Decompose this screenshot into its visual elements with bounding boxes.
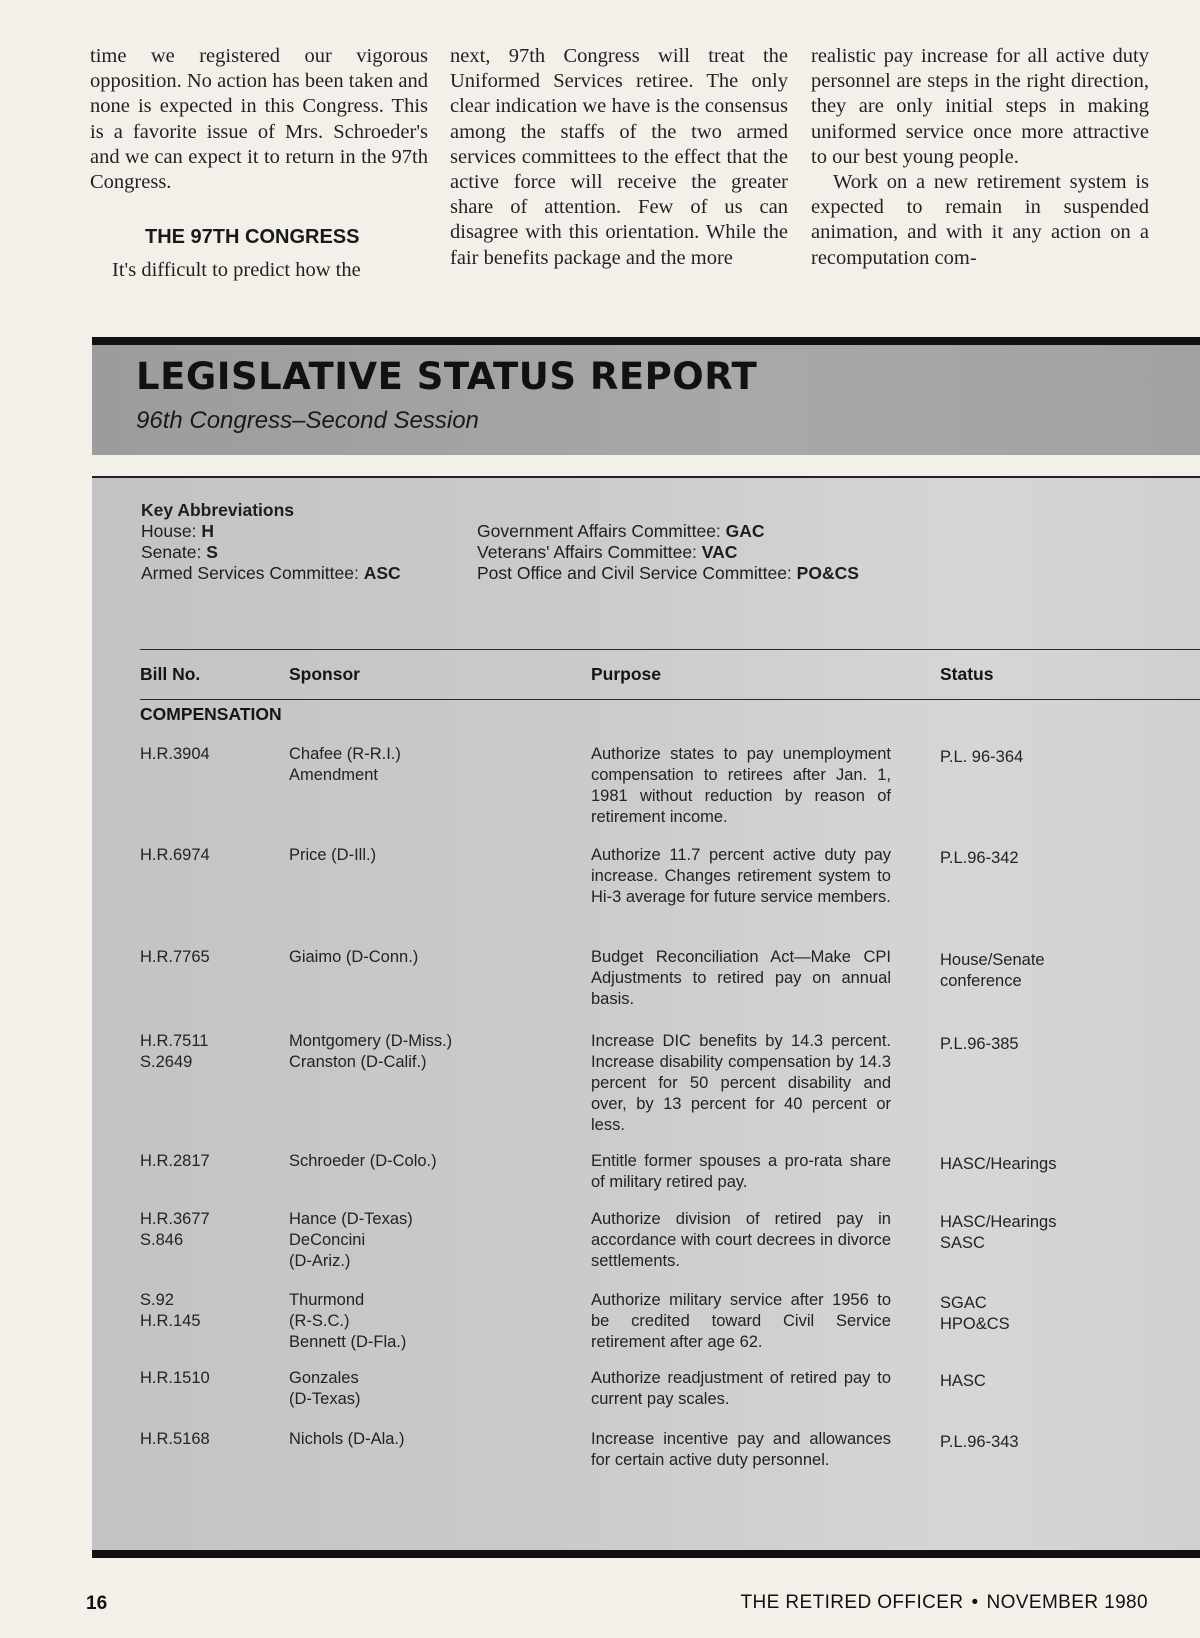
key-label: Veterans' Affairs Committee: [477, 542, 697, 562]
purpose-cell: Authorize division of retired pay in accordance with court decrees in divorce settlements. [591, 1210, 891, 1270]
article-column-2 [450, 44, 788, 271]
column-header-bill: Bill No. [140, 664, 201, 684]
key-abbr: VAC [701, 542, 738, 562]
key-abbreviations-committees [477, 521, 859, 584]
article-subhead: THE 97TH CONGRESS [145, 226, 360, 249]
sponsor-cell: Giaimo (D-Conn.) [289, 948, 419, 966]
sponsor-cell: Chafee (R-R.I.) Amendment [289, 745, 401, 784]
status-cell: P.L.96-385 [940, 1035, 1019, 1053]
article-column-1 [90, 44, 428, 284]
purpose-cell: Budget Reconciliation Act—Make CPI Adjustments to retired pay on annual basis. [591, 948, 891, 1008]
key-item [477, 521, 859, 542]
column-header-sponsor: Sponsor [289, 664, 360, 684]
sponsor-cell: Nichols (D-Ala.) [289, 1430, 405, 1448]
report-subtitle: 96th Congress–Second Session [136, 407, 479, 434]
separator: • [971, 1592, 979, 1613]
status-cell: P.L.96-342 [940, 849, 1019, 867]
article-paragraph: next, 97th Congress will treat the Uniformed Services retiree. The only clear indication we have is the consensus among the staffs of the two armed services committees to the effect that the active force will receive the greater share of attention. Few of us can disagree with this orientation. While the fair benefits package and the more [450, 45, 788, 269]
column-header-purpose: Purpose [591, 664, 662, 684]
purpose-cell: Entitle former spouses a pro-rata share of military retired pay. [591, 1152, 891, 1191]
key-abbr: GAC [725, 521, 765, 541]
article-column-3 [811, 44, 1149, 271]
bill-number: H.R.7511 S.2649 [140, 1032, 209, 1071]
section-title: COMPENSATION [140, 704, 282, 724]
key-item [477, 542, 859, 563]
bill-number: H.R.5168 [140, 1430, 210, 1448]
purpose-cell: Increase incentive pay and allowances for certain active duty personnel. [591, 1430, 891, 1469]
bill-number: S.92 H.R.145 [140, 1291, 201, 1330]
purpose-cell: Increase DIC benefits by 14.3 percent. Increase disability compensation by 14.3 percent for 50 percent disability and over, by 13 percent for 40 percent or less. [591, 1032, 891, 1134]
purpose-cell: Authorize readjustment of retired pay to current pay scales. [591, 1369, 891, 1408]
sponsor-cell: Schroeder (D-Colo.) [289, 1152, 437, 1170]
sponsor-cell: Gonzales (D-Texas) [289, 1369, 361, 1408]
key-item [141, 521, 401, 542]
report-header [92, 345, 1200, 455]
bill-number: H.R.3904 [140, 745, 210, 763]
article-paragraph: realistic pay increase for all active duty personnel are steps in the right direction, they are only initial steps in making uniformed service once more attractive to our best young people. [811, 45, 1149, 168]
key-label: Senate: [141, 542, 202, 562]
bill-number: H.R.3677 S.846 [140, 1210, 210, 1249]
key-item [141, 542, 401, 563]
status-cell: HASC/Hearings [940, 1155, 1057, 1173]
table-header-top-rule [140, 649, 1200, 650]
status-cell: HASC [940, 1372, 986, 1390]
article-paragraph: Work on a new retirement system is expected to remain in suspended animation, and with it any action on a recomputation com- [811, 171, 1149, 269]
article-paragraph: It's difficult to predict how the [112, 259, 361, 282]
key-abbr: S [206, 542, 218, 562]
sponsor-cell: Hance (D-Texas) DeConcini (D-Ariz.) [289, 1210, 413, 1270]
report-bottom-rule [92, 1550, 1200, 1558]
report-title: LEGISLATIVE STATUS REPORT [136, 355, 758, 398]
key-item [477, 563, 859, 584]
key-item [141, 563, 401, 584]
report-top-rule [92, 337, 1200, 345]
key-abbreviations-title: Key Abbreviations [141, 500, 295, 520]
bill-number: H.R.6974 [140, 846, 210, 864]
key-label: House: [141, 521, 197, 541]
status-cell: House/Senate conference [940, 951, 1045, 990]
status-cell: P.L. 96-364 [940, 748, 1024, 766]
table-header-bottom-rule [140, 699, 1200, 700]
key-label: Government Affairs Committee: [477, 521, 721, 541]
status-cell: SGAC HPO&CS [940, 1294, 1010, 1333]
purpose-cell: Authorize 11.7 percent active duty pay increase. Changes retirement system to Hi-3 average for future service members. [591, 846, 891, 906]
article-paragraph: time we registered our vigorous opposition. No action has been taken and none is expected in this Congress. This is a favorite issue of Mrs. Schroeder's and we can expect it to return in the 97th Congress. [90, 45, 428, 194]
publication-name: THE RETIRED OFFICER [740, 1592, 964, 1613]
status-cell: HASC/Hearings SASC [940, 1213, 1057, 1252]
key-abbr: H [201, 521, 214, 541]
key-abbr: ASC [363, 563, 401, 583]
key-label: Armed Services Committee: [141, 563, 359, 583]
key-abbreviations [141, 500, 401, 584]
key-label: Post Office and Civil Service Committee: [477, 563, 792, 583]
key-abbr: PO&CS [796, 563, 859, 583]
sponsor-cell: Price (D-Ill.) [289, 846, 377, 864]
issue-date: NOVEMBER 1980 [986, 1592, 1148, 1613]
report-body [92, 478, 1200, 1550]
bill-number: H.R.7765 [140, 948, 210, 966]
footer-publication [741, 1592, 1149, 1614]
purpose-cell: Authorize states to pay unemployment compensation to retirees after Jan. 1, 1981 without reduction by reason of retirement income. [591, 745, 891, 826]
bill-number: H.R.2817 [140, 1152, 210, 1170]
bill-number: H.R.1510 [140, 1369, 210, 1387]
sponsor-cell: Thurmond (R-S.C.) Bennett (D-Fla.) [289, 1291, 407, 1351]
column-header-status: Status [940, 664, 994, 684]
page-number: 16 [86, 1593, 108, 1614]
sponsor-cell: Montgomery (D-Miss.) Cranston (D-Calif.) [289, 1032, 453, 1071]
status-cell: P.L.96-343 [940, 1433, 1019, 1451]
purpose-cell: Authorize military service after 1956 to be credited toward Civil Service retirement after age 62. [591, 1291, 891, 1351]
